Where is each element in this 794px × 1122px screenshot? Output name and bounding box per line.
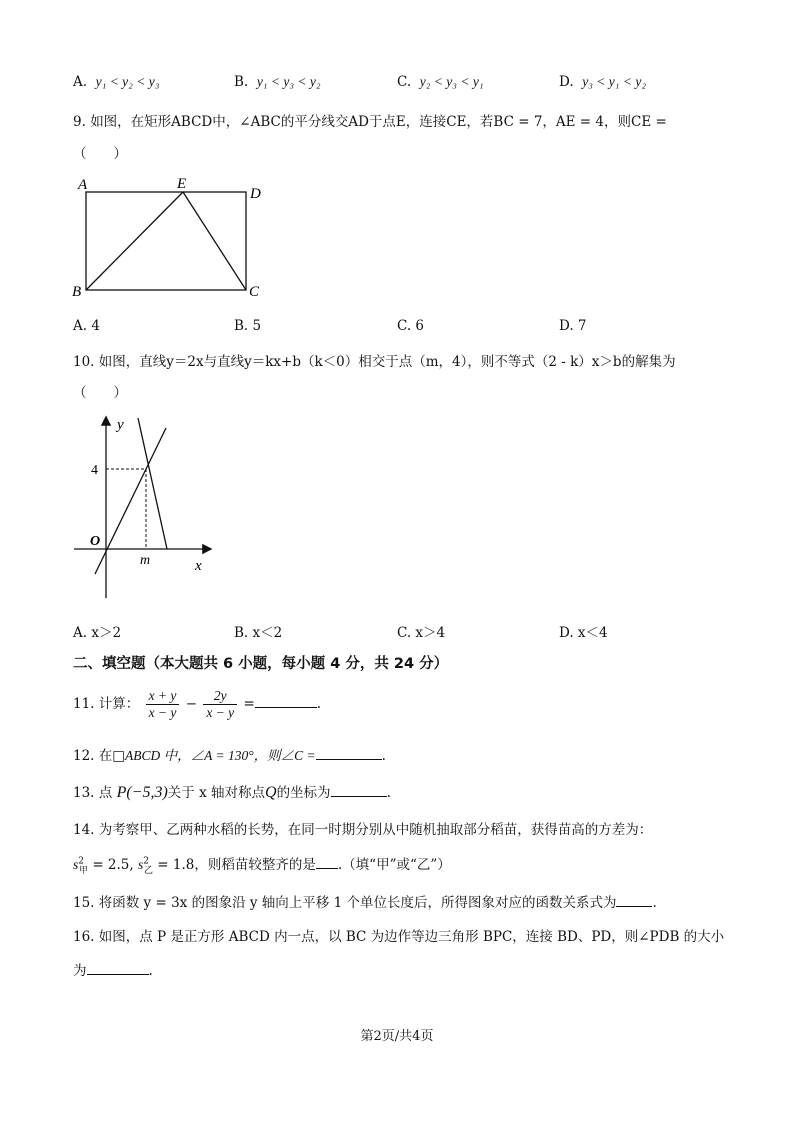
q10-stem: 10. 如图，直线y＝2x与直线y＝kx+b（k＜0）相交于点（m，4），则不等式（2 - k）x＞b的解集为 xyxy=(73,354,676,370)
q14-answer-blank xyxy=(316,856,338,869)
label-c: C xyxy=(249,284,260,300)
q13-answer-blank xyxy=(331,784,387,797)
four-label: 4 xyxy=(91,463,98,478)
q10-paren: （ ） xyxy=(73,385,127,401)
q9-rectangle-figure xyxy=(70,172,270,302)
q9-option-b: B. 5 xyxy=(234,318,262,334)
label-e: E xyxy=(177,176,187,192)
q15: 15. 将函数 y = 3x 的图象沿 y 轴向上平移 1 个单位长度后，所得图象对应的函数关系式为 . xyxy=(73,895,657,911)
q14-line1: 14. 为考察甲、乙两种水稻的长势，在同一时期分别从中随机抽取部分稻苗，获得苗高的方差为： xyxy=(73,822,653,838)
q11: 11. 计算： $\frac{x + y}{x - y}$ − $\frac{2y}{x - y}$ = . xyxy=(73,688,322,720)
segment-be xyxy=(86,192,183,290)
label-d: D xyxy=(250,186,261,202)
q8-option-c: C. y₂ < y₃ < y₁ xyxy=(397,74,484,90)
segment-ec xyxy=(183,192,246,290)
q13: 13. 点 P(−5,3)关于 x 轴对称点Q的坐标为 . xyxy=(73,784,391,801)
line-y-kx-b xyxy=(138,418,167,549)
q9-paren: （ ） xyxy=(73,146,127,162)
axis-label-y: y xyxy=(117,417,124,433)
q11-fraction-1: $\frac{x + y}{x - y}$ xyxy=(146,688,180,721)
q9-option-c: C. 6 xyxy=(397,318,425,334)
q8-option-a: A. y₁ < y₂ < y₃ xyxy=(73,74,160,90)
q9-stem: 9. 如图，在矩形ABCD中，∠ABC的平分线交AD于点E，连接CE，若BC = 7，AE = 4，则CE = xyxy=(73,114,667,130)
q10-graph-figure xyxy=(70,408,220,603)
page-footer: 第2页/共4页 xyxy=(360,1029,434,1044)
axis-label-x: x xyxy=(195,558,202,574)
q10-option-c: C. x＞4 xyxy=(397,625,446,641)
label-a: A xyxy=(78,177,88,193)
label-b: B xyxy=(72,284,82,300)
section-2-title: 二、填空题（本大题共 6 小题，每小题 4 分，共 24 分） xyxy=(73,656,449,672)
q10-option-b: B. x＜2 xyxy=(234,625,283,641)
q9-option-a: A. 4 xyxy=(73,318,100,334)
q10-option-d: D. x＜4 xyxy=(559,625,608,641)
q9-option-d: D. 7 xyxy=(559,318,587,334)
q10-option-a: A. x＞2 xyxy=(73,625,122,641)
q8-option-b: B. y₁ < y₃ < y₂ xyxy=(234,74,321,90)
q11-fraction-2: $\frac{2y}{x - y}$ xyxy=(203,688,237,721)
q15-answer-blank xyxy=(616,894,652,907)
origin-label: O xyxy=(90,534,101,549)
q8-option-d: D. y₃ < y₁ < y₂ xyxy=(559,74,647,90)
q12-answer-blank xyxy=(316,747,382,760)
q14-line2: $s^2_甲 = 2.5$, $s^2_乙 = 1.8$，则稻苗较整齐的是 .（填“甲”或“乙”） xyxy=(73,856,451,876)
m-label: m xyxy=(140,553,151,568)
rectangle-abcd xyxy=(86,192,246,290)
q16-line2: 为 . xyxy=(73,963,153,979)
q12: 12. 在□ABCD 中，∠A = 130°，则∠C = . xyxy=(73,748,386,764)
q16-answer-blank xyxy=(87,962,149,975)
q16-line1: 16. 如图，点 P 是正方形 ABCD 内一点，以 BC 为边作等边三角形 BPC，连接 BD、PD，则∠PDB 的大小 xyxy=(73,929,725,945)
q11-answer-blank xyxy=(255,695,317,708)
